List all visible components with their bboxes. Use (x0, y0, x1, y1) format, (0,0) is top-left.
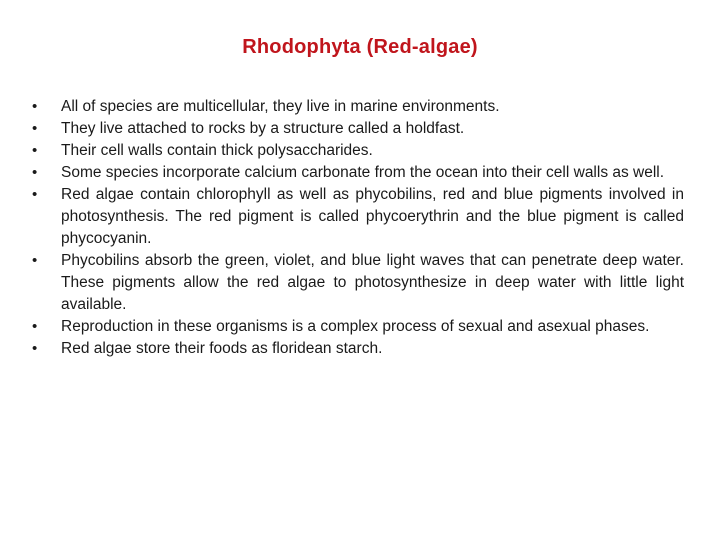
bullet-item (28, 338, 684, 360)
slide-title: Rhodophyta (Red-algae) (242, 36, 478, 58)
bullet-text: Phycobilins absorb the green, violet, and blue light waves that can penetrate deep water. These pigments allow the red algae to photosynthesize in deep water with little light available. (61, 252, 684, 313)
bullet-item (28, 118, 684, 140)
bullet-icon: • (32, 252, 38, 269)
bullet-item (28, 162, 684, 184)
bullet-text: Red algae contain chlorophyll as well as phycobilins, red and blue pigments involved in photosynthesis. The red pigment is called phycoerythrin and the blue pigment is called phycocyanin. (61, 186, 684, 247)
bullet-text: Some species incorporate calcium carbonate from the ocean into their cell walls as well. (61, 164, 665, 181)
bullet-icon: • (32, 186, 38, 203)
bullet-item (28, 184, 684, 250)
bullet-list (28, 96, 684, 360)
bullet-text: Their cell walls contain thick polysaccharides. (61, 142, 373, 159)
bullet-icon: • (32, 340, 38, 357)
bullet-icon: • (32, 120, 38, 137)
bullet-text: All of species are multicellular, they live in marine environments. (61, 98, 500, 115)
bullet-item (28, 140, 684, 162)
bullet-icon: • (32, 164, 38, 181)
bullet-icon: • (32, 142, 38, 159)
bullet-item (28, 316, 684, 338)
bullet-text: Reproduction in these organisms is a complex process of sexual and asexual phases. (61, 318, 650, 335)
bullet-text: They live attached to rocks by a structure called a holdfast. (61, 120, 465, 137)
bullet-item (28, 250, 684, 316)
bullet-item (28, 96, 684, 118)
bullet-icon: • (32, 318, 38, 335)
bullet-text: Red algae store their foods as floridean starch. (61, 340, 383, 357)
bullet-icon: • (32, 98, 38, 115)
